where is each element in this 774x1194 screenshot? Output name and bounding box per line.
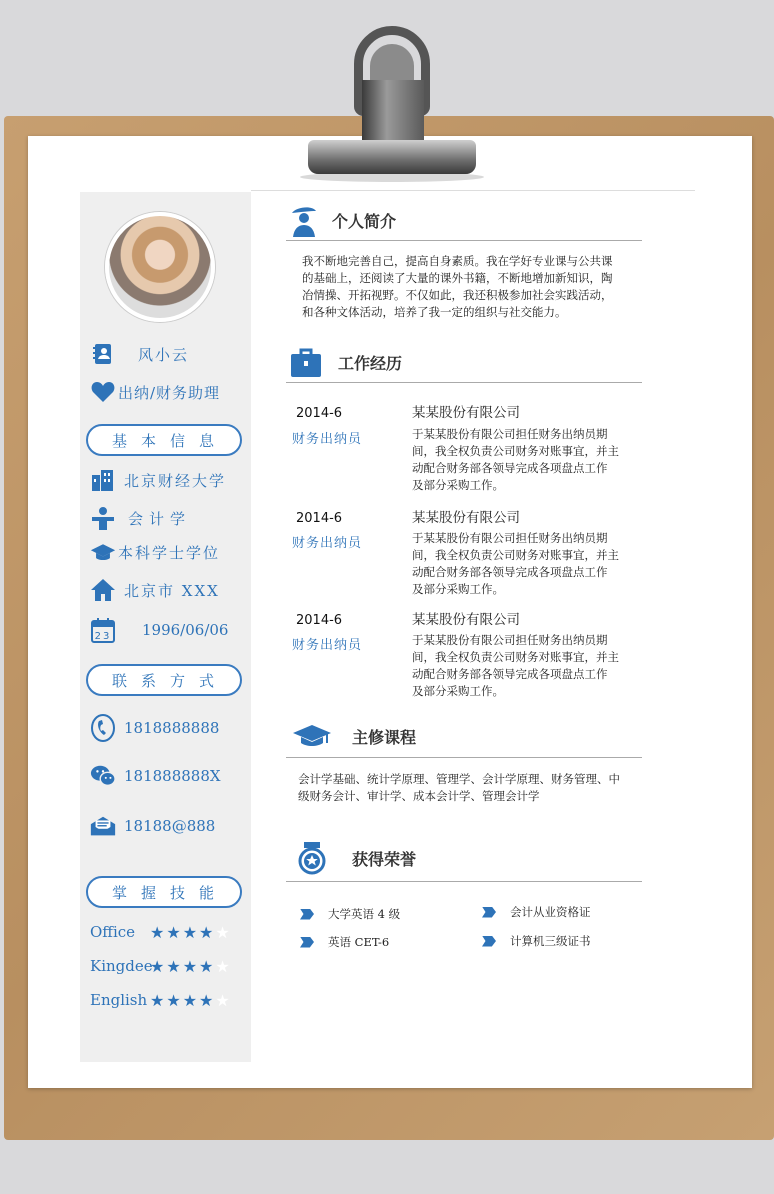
skill-row bbox=[90, 920, 232, 944]
job-desc-line: 动配合财务部各领导完成各项盘点工作 bbox=[412, 667, 608, 681]
intro-title: 个人简介 bbox=[332, 211, 397, 231]
degree-name: 本科学士学位 bbox=[118, 543, 221, 562]
intro-section-title bbox=[290, 200, 396, 240]
skill-row bbox=[90, 988, 232, 1012]
intro-line: 冶情操、开拓视野。不仅如此，我还积极参加社会实践活动， bbox=[302, 288, 613, 302]
honor-item bbox=[482, 904, 591, 920]
chevron-right-icon bbox=[300, 909, 314, 920]
school-name: 北京财经大学 bbox=[124, 471, 227, 490]
graduation-cap-icon bbox=[90, 540, 116, 564]
graduation-cap-icon bbox=[292, 723, 332, 749]
city-name: 北京市 XXX bbox=[124, 581, 220, 600]
phone-row bbox=[90, 714, 219, 742]
job-desc-line: 动配合财务部各领导完成各项盘点工作 bbox=[412, 461, 608, 475]
skill-rating: ★★★★★ bbox=[150, 956, 232, 976]
work-title: 工作经历 bbox=[338, 353, 403, 373]
work-section-title bbox=[290, 342, 402, 382]
job-description bbox=[412, 426, 644, 494]
email-icon bbox=[90, 814, 116, 838]
job-description bbox=[412, 632, 644, 700]
email-row bbox=[90, 812, 215, 840]
job-desc-line: 及部分采购工作。 bbox=[412, 582, 504, 596]
calendar-day: 23 bbox=[94, 631, 112, 642]
contact-card-icon bbox=[90, 342, 116, 366]
honor-item bbox=[300, 906, 400, 922]
job-desc-line: 动配合财务部各领导完成各项盘点工作 bbox=[412, 565, 608, 579]
honor-label: 英语 CET-6 bbox=[328, 935, 390, 949]
briefcase-icon bbox=[290, 346, 322, 378]
job-date: 2014-6 bbox=[296, 406, 343, 421]
job-company: 某某股份有限公司 bbox=[412, 405, 520, 421]
job-role: 财务出纳员 bbox=[292, 432, 363, 447]
avatar bbox=[105, 212, 215, 322]
binder-clip-body bbox=[362, 80, 424, 146]
profile-position-row bbox=[90, 378, 220, 406]
phone-number[interactable]: 1818888888 bbox=[124, 719, 220, 737]
skill-name: Kingdee bbox=[90, 957, 153, 975]
person-hat-icon bbox=[290, 203, 318, 237]
courses-line: 级财务会计、审计学、成本会计学、管理会计学 bbox=[298, 789, 540, 803]
job-description bbox=[412, 530, 644, 598]
skills-heading: 掌握技能 bbox=[86, 876, 242, 908]
courses-title: 主修课程 bbox=[352, 727, 417, 747]
wechat-icon bbox=[90, 764, 116, 788]
major-row bbox=[90, 504, 191, 532]
job-date: 2014-6 bbox=[296, 613, 343, 628]
honors-title: 获得荣誉 bbox=[352, 849, 417, 869]
honor-label: 会计从业资格证 bbox=[510, 905, 591, 919]
job-date: 2014-6 bbox=[296, 511, 343, 526]
honor-item bbox=[300, 934, 389, 950]
calendar-icon bbox=[90, 618, 116, 642]
skill-name: Office bbox=[90, 923, 136, 941]
teacher-desk-icon bbox=[90, 506, 116, 530]
honor-label: 计算机三级证书 bbox=[510, 934, 591, 948]
job-desc-line: 于某某股份有限公司担任财务出纳员期 bbox=[412, 531, 608, 545]
skill-rating: ★★★★★ bbox=[150, 922, 232, 942]
heart-icon bbox=[90, 380, 116, 404]
binder-clip-base bbox=[308, 140, 476, 174]
honors-divider bbox=[286, 881, 642, 882]
birthday-value: 1996/06/06 bbox=[142, 621, 229, 639]
job-desc-line: 及部分采购工作。 bbox=[412, 478, 504, 492]
job-desc-line: 及部分采购工作。 bbox=[412, 684, 504, 698]
chevron-right-icon bbox=[482, 936, 496, 947]
skill-name: English bbox=[90, 991, 148, 1009]
job-company: 某某股份有限公司 bbox=[412, 612, 520, 628]
wechat-id[interactable]: 181888888X bbox=[124, 767, 221, 785]
city-row bbox=[90, 576, 220, 604]
intro-text bbox=[302, 253, 646, 321]
courses-line: 会计学基础、统计学原理、管理学、会计学原理、财务管理、中 bbox=[298, 772, 620, 786]
school-row bbox=[90, 466, 226, 494]
courses-section-title bbox=[292, 716, 416, 756]
profile-position: 出纳/财务助理 bbox=[118, 383, 221, 402]
job-desc-line: 于某某股份有限公司担任财务出纳员期 bbox=[412, 427, 608, 441]
honor-item bbox=[482, 933, 591, 949]
job-company: 某某股份有限公司 bbox=[412, 510, 520, 526]
email-address[interactable]: 18188@888 bbox=[124, 817, 216, 835]
skill-row bbox=[90, 954, 232, 978]
birthday-row bbox=[90, 616, 228, 644]
chevron-right-icon bbox=[300, 937, 314, 948]
degree-row bbox=[90, 538, 220, 566]
job-desc-line: 间，我全权负责公司财务对账事宜，并主 bbox=[412, 650, 619, 664]
honors-section-title bbox=[296, 838, 416, 878]
intro-line: 我不断地完善自己，提高自身素质。我在学好专业课与公共课 bbox=[302, 254, 613, 268]
intro-line: 和各种文体活动，培养了我一定的组织与社交能力。 bbox=[302, 305, 567, 319]
work-divider bbox=[286, 382, 642, 383]
intro-divider bbox=[286, 240, 642, 241]
top-divider bbox=[251, 190, 695, 191]
job-role: 财务出纳员 bbox=[292, 638, 363, 653]
contact-heading: 联系方式 bbox=[86, 664, 242, 696]
profile-name: 风小云 bbox=[138, 345, 190, 364]
major-name: 会计学 bbox=[128, 509, 192, 528]
basic-info-heading: 基本信息 bbox=[86, 424, 242, 456]
job-role: 财务出纳员 bbox=[292, 536, 363, 551]
skill-rating: ★★★★★ bbox=[150, 990, 232, 1010]
job-desc-line: 于某某股份有限公司担任财务出纳员期 bbox=[412, 633, 608, 647]
building-icon bbox=[90, 468, 116, 492]
chevron-right-icon bbox=[482, 907, 496, 918]
home-icon bbox=[90, 578, 116, 602]
profile-name-row bbox=[90, 340, 189, 368]
phone-icon bbox=[90, 716, 116, 740]
courses-text bbox=[298, 771, 648, 805]
job-desc-line: 间，我全权负责公司财务对账事宜，并主 bbox=[412, 548, 619, 562]
courses-divider bbox=[286, 757, 642, 758]
job-desc-line: 间，我全权负责公司财务对账事宜，并主 bbox=[412, 444, 619, 458]
wechat-row bbox=[90, 762, 221, 790]
intro-line: 的基础上，还阅读了大量的课外书籍，不断地增加新知识，陶 bbox=[302, 271, 613, 285]
medal-icon bbox=[296, 841, 328, 875]
honor-label: 大学英语 4 级 bbox=[328, 907, 401, 921]
